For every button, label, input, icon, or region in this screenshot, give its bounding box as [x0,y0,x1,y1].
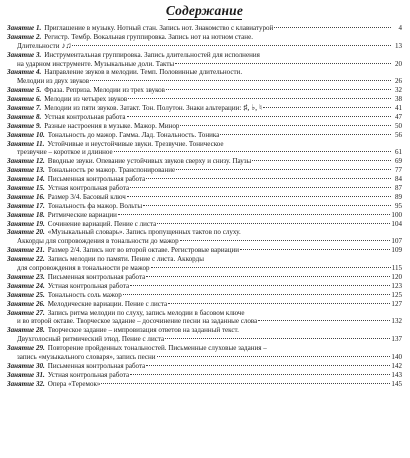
toc-line [7,33,402,42]
lesson-label: Занятие 9. [7,121,42,130]
lesson-title-text: Устная контрольная работа [47,370,130,379]
page-number: 77 [394,166,402,175]
lesson-title [7,60,174,69]
toc-line [7,193,402,202]
lesson-title [48,220,157,229]
dot-leader [274,27,391,28]
lesson-label: Занятие 24. [7,281,45,290]
dot-leader [180,125,391,126]
table-of-contents [7,24,402,389]
toc-line [7,95,402,104]
music-symbol: ♪♫ [61,41,72,50]
page-number: 120 [391,272,402,281]
lesson-title [7,353,156,362]
dot-leader [151,267,391,268]
toc-line [7,157,402,166]
lesson-label: Занятие 12. [7,157,45,166]
lesson-label: Занятие 13. [7,166,45,175]
page-number: 125 [391,290,402,299]
page-number: 56 [394,130,402,139]
lesson-label: Занятие 32. [7,379,45,388]
toc-line [7,184,402,193]
lesson-title-text: Фраза. Реприза. Мелодии из трех звуков [44,86,166,95]
lesson-label: Занятие 20. [7,228,45,237]
dot-leader [90,80,391,81]
lesson-title-text: трезвучие – короткое и длинное [17,148,113,157]
lesson-title-text: Мелодии из четырех звуков [44,95,128,104]
toc-line [7,228,402,237]
page-title: Содержание [165,3,244,18]
lesson-title-text: на ударном инструменте. Музыкальные доли. Такты [17,59,175,68]
lesson-title [44,86,165,95]
lesson-title-text: Разные настроения в музыке. Мажор. Минор [44,121,180,130]
lesson-title-text: Письменная контрольная работа [47,175,146,184]
lesson-title [44,51,260,60]
lesson-label: Занятие 26. [7,299,45,308]
page-number: 32 [394,86,402,95]
page-number: 20 [394,59,402,68]
lesson-title [48,184,129,193]
lesson-title [48,362,146,371]
dot-leader [157,356,391,357]
toc-line [7,371,402,380]
lesson-title-text: Тональность ре мажор. Транспонирование [47,166,176,175]
toc-line [7,77,402,86]
toc-line [7,113,402,122]
title-underline [168,19,242,20]
dot-leader [180,240,391,241]
dot-leader [175,63,391,64]
lesson-title-text: Двухголосный ритмический этюд. Пение с листа [17,335,165,344]
page-number: 137 [391,335,402,344]
lesson-title [48,157,252,166]
lesson-title-text: Направление звуков в мелодии. Темп. Половинные длительности. [44,68,243,77]
lesson-title [44,68,242,77]
lesson-title-text: и во второй октаве. Творческое задание – досочинение песни на заданные слова [17,317,258,326]
page-number: 109 [391,246,402,255]
dot-leader [130,374,390,375]
page-number: 87 [394,184,402,193]
dot-leader [165,338,390,339]
toc-line [7,380,402,389]
lesson-title-text: «Музыкальный словарь». Запись пропущенных тактов по слуху. [47,228,241,237]
toc-line [7,175,402,184]
dot-leader [176,169,391,170]
lesson-title [48,166,175,175]
lesson-title [44,95,127,104]
dot-leader [128,98,391,99]
toc-line [7,237,402,246]
lesson-title [47,140,223,149]
dot-leader [143,205,391,206]
lesson-title-text: Письменная контрольная работа [47,361,146,370]
page-number: 145 [391,379,402,388]
lesson-label: Занятие 4. [7,68,42,77]
lesson-label: Занятие 14. [7,175,45,184]
lesson-label: Занятие 30. [7,361,45,370]
lesson-title-text: Длительности [17,41,60,50]
page-number: 38 [394,95,402,104]
lesson-title-text: Аккорды для сопровождения в тональности до мажор [17,237,179,246]
lesson-label: Занятие 28. [7,326,45,335]
lesson-title [48,309,245,318]
lesson-title-text: Мелодии из двух звуков [17,77,90,86]
lesson-label: Занятие 18. [7,210,45,219]
lesson-title-text: Ритмические вариации [47,210,117,219]
dot-leader [146,276,390,277]
toc-line [7,202,402,211]
lesson-title-text: Размер 3/4. Басовый ключ [47,192,126,201]
lesson-title-text: Опера «Теремок» [47,379,101,388]
toc-line [7,255,402,264]
dot-leader [130,187,391,188]
page-number: 127 [391,299,402,308]
page-number: 13 [394,41,402,50]
page-number: 140 [391,352,402,361]
toc-line [7,140,402,149]
lesson-label: Занятие 25. [7,290,45,299]
lesson-title-text: Мелодические вариации. Пение с листа [47,299,168,308]
lesson-title [7,77,89,86]
lesson-title-text: Тональность фа мажор. Вольты [47,201,143,210]
lesson-title [48,371,129,380]
toc-line [7,68,402,77]
toc-line [7,300,402,309]
lesson-title [48,202,142,211]
lesson-label: Занятие 1. [7,24,42,32]
toc-line [7,362,402,371]
lesson-title-text: Сочинение вариаций. Пение с листа [47,219,157,228]
dot-leader [101,383,390,384]
toc-line [7,317,402,326]
lesson-title-text: Запись мелодии по памяти. Пение с листа. Аккорды [47,255,204,264]
lesson-label: Занятие 17. [7,201,45,210]
page-number: 41 [394,104,402,113]
toc-line [7,131,402,140]
page-number: 100 [391,210,402,219]
page-number: 47 [394,112,402,121]
page-number: 69 [394,157,402,166]
lesson-title [48,380,101,389]
lesson-label: Занятие 10. [7,130,45,139]
lesson-title [48,193,126,202]
lesson-title-text: Вводные звуки. Опевание устойчивых звуков сверху и снизу. Паузы [47,157,252,166]
toc-line [7,166,402,175]
lesson-title-text: для сопровождения в тональности ре мажор [17,264,150,273]
lesson-title-text: Тональность до мажор. Гамма. Лад. Тональность. Тоника [47,130,220,139]
dot-leader [252,160,391,161]
lesson-label: Занятие 3. [7,50,42,59]
dot-leader [123,294,391,295]
dot-leader [114,151,391,152]
lesson-label: Занятие 5. [7,86,42,95]
toc-line [7,148,402,157]
page-number: 95 [394,201,402,210]
lesson-title [44,113,125,122]
toc-line [7,220,402,229]
lesson-title-text: Мелодии из пяти звуков. Затакт. Тон. Полутон. Знаки альтерации: [44,104,242,113]
lesson-label: Занятие 16. [7,192,45,201]
lesson-title-text: Устная контрольная работа [47,281,130,290]
lesson-title [48,291,122,300]
lesson-title [48,131,220,140]
page-number: 89 [394,192,402,201]
lesson-label: Занятие 11. [7,139,45,148]
dot-leader [127,196,391,197]
page-number: 26 [394,77,402,86]
lesson-title [48,211,117,220]
lesson-title-text: Творческое задание – импровизация ответов на заданный текст. [47,326,239,335]
lesson-label: Занятие 6. [7,95,42,104]
lesson-title [7,335,164,344]
dot-leader [72,45,391,46]
page-number: 132 [391,317,402,326]
dot-leader [258,320,390,321]
lesson-label: Занятие 2. [7,32,42,41]
page-number: 142 [391,361,402,370]
toc-line [7,24,402,33]
lesson-title-text: Размер 2/4. Запись нот во второй октаве. Регистровые вариации [47,246,240,255]
page-number: 115 [391,264,402,273]
toc-line [7,264,402,273]
dot-leader [263,107,391,108]
toc-line [7,122,402,131]
toc-line [7,211,402,220]
lesson-label: Занятие 31. [7,370,45,379]
toc-line [7,309,402,318]
page-number: 50 [394,121,402,130]
page-number: 123 [391,281,402,290]
lesson-title-text: Повторение пройденных тональностей. Письменные слуховые задания – [47,344,267,353]
page-number: 4 [398,24,402,32]
page-number: 104 [391,219,402,228]
lesson-label: Занятие 15. [7,184,45,193]
lesson-title-text: Тональность соль мажор [47,290,122,299]
lesson-title [7,317,257,326]
lesson-title [48,344,267,353]
lesson-title [48,300,167,309]
page-number: 84 [394,175,402,184]
lesson-label: Занятие 23. [7,272,45,281]
toc-line [7,273,402,282]
lesson-title [48,255,204,264]
lesson-title [48,175,146,184]
dot-leader [146,365,390,366]
lesson-label: Занятие 27. [7,308,45,317]
toc-line [7,51,402,60]
toc-line [7,353,402,362]
lesson-title [7,42,71,51]
lesson-title-text: Устная контрольная работа [44,112,126,121]
lesson-label: Занятие 19. [7,219,45,228]
toc-line [7,42,402,51]
lesson-title-text: Письменная контрольная работа [47,272,146,281]
dot-leader [168,303,390,304]
lesson-title-text: Приглашение в музыку. Нотный стан. Запись нот. Знакомство с клавиатурой [44,24,274,32]
lesson-title [48,282,129,291]
lesson-title [48,273,146,282]
lesson-title [44,104,262,113]
page-number: 143 [391,370,402,379]
dot-leader [220,134,391,135]
toc-line [7,86,402,95]
lesson-label: Занятие 7. [7,104,42,113]
page-number: 107 [391,237,402,246]
lesson-label: Занятие 21. [7,246,45,255]
toc-line [7,104,402,113]
lesson-title-text: Запись ритма мелодии по слуху, запись мелодии в басовом ключе [47,308,245,317]
lesson-title-text: Устная контрольная работа [47,184,130,193]
toc-line [7,326,402,335]
toc-line [7,335,402,344]
lesson-title [7,148,113,157]
lesson-title-text: Регистр. Тембр. Вокальная группировка. Запись нот на нотном стане. [44,32,253,41]
toc-line [7,344,402,353]
lesson-title [48,246,239,255]
lesson-title-text: Инструментальная группировка. Запись длительностей для исполнения [44,50,260,59]
lesson-title [7,237,179,246]
page-number: 61 [394,148,402,157]
lesson-label: Занятие 8. [7,112,42,121]
lesson-title [7,264,150,273]
lesson-title [48,326,239,335]
music-symbol: ♯, ♭, ♮ [243,104,262,113]
dot-leader [130,285,390,286]
dot-leader [166,89,391,90]
lesson-label: Занятие 22. [7,255,45,264]
lesson-title-text: Устойчивые и неустойчивые звуки. Трезвучие. Тоническое [47,139,224,148]
lesson-title [44,122,179,131]
lesson-title [48,228,241,237]
lesson-title [44,24,273,33]
toc-line [7,246,402,255]
dot-leader [157,223,390,224]
toc-line [7,282,402,291]
dot-leader [127,116,391,117]
lesson-label: Занятие 29. [7,344,45,353]
toc-line [7,291,402,300]
dot-leader [118,214,391,215]
lesson-title [44,33,253,42]
toc-line [7,60,402,69]
lesson-title-text: запись «музыкального словаря», запись песни [17,352,156,361]
dot-leader [146,178,391,179]
dot-leader [240,249,390,250]
